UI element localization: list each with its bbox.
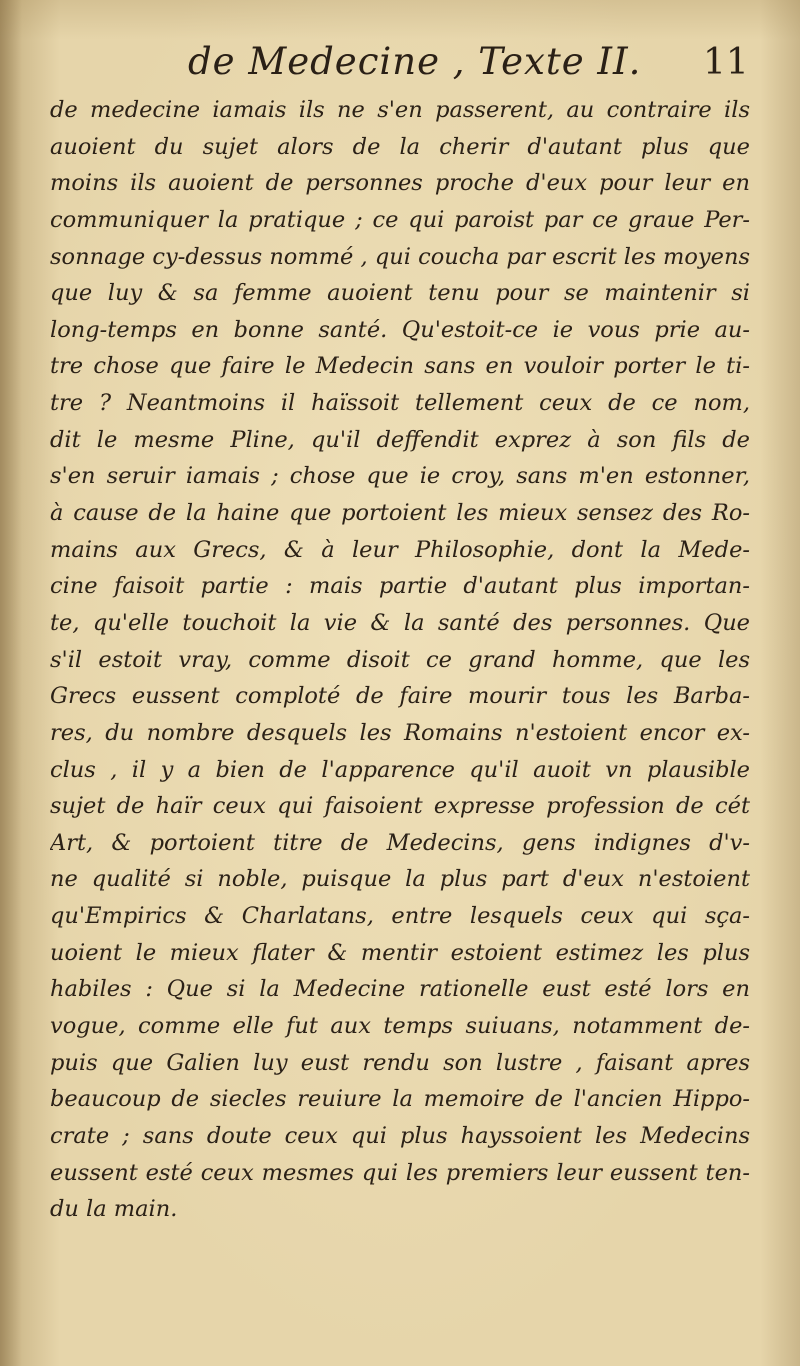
text-line: moins ils auoient de personnes proche d'eux pour leur en [50,170,750,197]
text-line: s'en seruir iamais ; chose que ie croy, sans m'en estonner, [50,463,750,490]
text-line: dit le mesme Pline, qu'il deffendit exprez à son fils de [50,426,750,453]
text-line: mains aux Grecs, & à leur Philosophie, dont la Mede- [50,536,750,563]
text-line: sonnage cy-dessus nommé , qui coucha par escrit les moyens [50,243,750,270]
text-line: auoient du sujet alors de la cherir d'autant plus que [50,133,750,160]
text-line: Grecs eussent comploté de faire mourir tous les Barba- [50,683,750,710]
text-line: tre ? Neantmoins il haïssoit tellement ceux de ce nom, [50,390,750,417]
text-line: te, qu'elle touchoit la vie & la santé des personnes. Que [50,609,750,636]
text-line: de medecine iamais ils ne s'en passerent, au contraire ils [50,97,750,123]
page-header [0,38,800,94]
text-line: tre chose que faire le Medecin sans en vouloir porter le ti- [50,353,750,380]
text-line: qu'Empirics & Charlatans, entre lesquels ceux qui sça- [50,903,750,930]
text-line: s'il estoit vray, comme disoit ce grand homme, que les [50,646,750,673]
text-line: beaucoup de siecles reuiure la memoire de l'ancien Hippo- [50,1086,750,1113]
text-line: crate ; sans doute ceux qui plus hayssoient les Medecins [50,1122,750,1149]
text-line: cine faisoit partie : mais partie d'autant plus importan- [50,573,750,600]
text-line: eussent esté ceux mesmes qui les premiers leur eussent ten- [50,1159,750,1186]
body-text [50,92,750,1228]
text-line: res, du nombre desquels les Romains n'estoient encor ex- [50,719,750,746]
text-line: que luy & sa femme auoient tenu pour se maintenir si [50,280,750,307]
page-number: 11 [703,42,749,83]
text-line: sujet de haïr ceux qui faisoient expresse profession de cét [50,793,750,820]
text-line: long-temps en bonne santé. Qu'estoit-ce ie vous prie au- [50,316,750,343]
text-line: puis que Galien luy eust rendu son lustre , faisant apres [50,1049,750,1076]
text-line: Art, & portoient titre de Medecins, gens indignes d'v- [50,829,750,856]
running-title: de Medecine , Texte II. [188,40,642,83]
text-line: clus , il y a bien de l'apparence qu'il auoit vn plausible [50,756,750,783]
binding-shadow [0,0,22,1366]
text-line: habiles : Que si la Medecine rationelle eust esté lors en [50,976,750,1003]
text-line: uoient le mieux flater & mentir estoient estimez les plus [50,939,750,966]
text-line: vogue, comme elle fut aux temps suiuans, notamment de- [50,1013,750,1040]
text-line: à cause de la haine que portoient les mieux sensez des Ro- [50,500,750,527]
text-line: communiquer la pratique ; ce qui paroist par ce graue Per- [50,206,750,233]
text-line: du la main. [50,1196,178,1223]
text-line: ne qualité si noble, puisque la plus part d'eux n'estoient [50,866,750,893]
